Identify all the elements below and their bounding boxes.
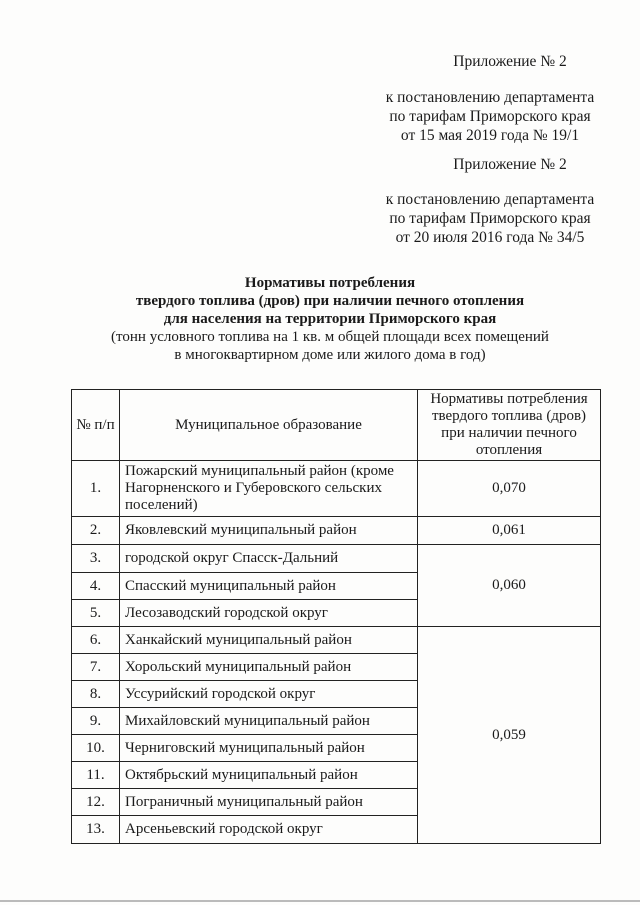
appendix-previous-title: Приложение № 2 [453,156,567,173]
appendix-current-title: Приложение № 2 [453,53,567,70]
row-municipality: Ханкайский муниципальный район [120,627,418,654]
title-line: для населения на территории Приморского края [163,311,497,327]
row-num: 13. [72,816,120,844]
appendix-current-line: к постановлению департамента [385,89,595,106]
row-municipality: Октябрьский муниципальный район [120,762,418,789]
norms-table [71,389,601,844]
row-municipality: Пожарский муниципальный район (кроме Нагорненского и Губеровского сельских поселений) [120,461,418,517]
row-municipality: Хорольский муниципальный район [120,654,418,681]
row-num: 7. [72,654,120,681]
header-num: № п/п [72,390,120,461]
row-municipality: Лесозаводский городской округ [120,600,418,627]
subtitle-line: (тонн условного топлива на 1 кв. м общей площади всех помещений [111,329,549,345]
row-num: 9. [72,708,120,735]
row-num: 1. [72,461,120,517]
appendix-previous-line: от 20 июля 2016 года № 34/5 [395,229,585,246]
row-municipality: Спасский муниципальный район [120,573,418,600]
title-line: Нормативы потребления [244,275,416,291]
subtitle-line: в многоквартирном доме или жилого дома в год) [174,347,486,363]
row-norm-value: 0,070 [418,461,601,517]
appendix-previous-reference [380,190,600,247]
table-row [72,627,601,654]
table-row [72,545,601,573]
row-num: 3. [72,545,120,573]
appendix-previous-line: по тарифам Приморского края [389,210,591,227]
appendix-current-reference [380,88,600,145]
row-norm-value: 0,059 [418,627,601,844]
appendix-previous-line: к постановлению департамента [385,191,595,208]
row-municipality: Пограничный муниципальный район [120,789,418,816]
row-norm-value: 0,061 [418,517,601,545]
header-norm: Нормативы потребления твердого топлива (дров) при наличии печного отопления [418,390,601,461]
row-num: 2. [72,517,120,545]
row-num: 11. [72,762,120,789]
table-row [72,461,601,517]
row-num: 12. [72,789,120,816]
page-edge-line [0,900,640,902]
header-municipality: Муниципальное образование [120,390,418,461]
row-norm-value: 0,060 [418,545,601,627]
row-num: 6. [72,627,120,654]
row-num: 10. [72,735,120,762]
document-title [60,274,600,364]
row-municipality: Михайловский муниципальный район [120,708,418,735]
row-municipality: городской округ Спасск-Дальний [120,545,418,573]
appendix-current-line: по тарифам Приморского края [389,108,591,125]
row-num: 8. [72,681,120,708]
row-municipality: Арсеньевский городской округ [120,816,418,844]
row-num: 4. [72,573,120,600]
title-line: твердого топлива (дров) при наличии печного отопления [135,293,525,309]
row-municipality: Черниговский муниципальный район [120,735,418,762]
row-num: 5. [72,600,120,627]
row-municipality: Уссурийский городской округ [120,681,418,708]
appendix-current-line: от 15 мая 2019 года № 19/1 [400,127,580,144]
row-municipality: Яковлевский муниципальный район [120,517,418,545]
table-row [72,517,601,545]
table-header-row [72,390,601,461]
